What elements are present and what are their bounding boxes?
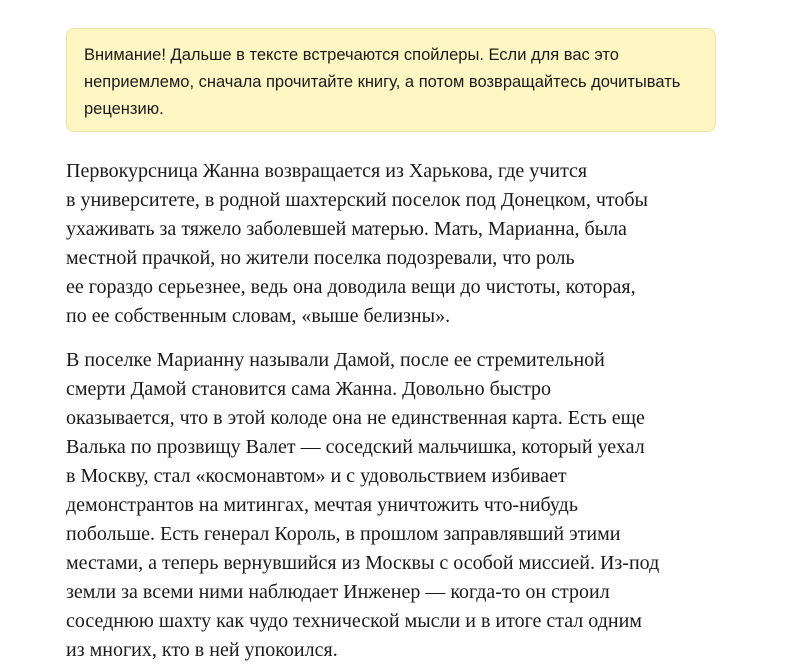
review-paragraph-2: В поселке Марианну называли Дамой, после ее стремительной смерти Дамой становится сама Жанна. Довольно быстро оказывается, что в этой колоде она не единственная карта. Есть еще Валька по прозвищу Валет — соседский мальчишка, который уехал в Москву, стал «космонавтом» и с удовольствием избивает демонстрантов на митингах, мечтая уничтожить что-нибудь побольше. Есть генерал Король, в прошлом заправлявший этими местами, а теперь вернувшийся из Москвы с особой миссией. Из-под земли за всеми ними наблюдает Инженер — когда-то он строил соседнюю шахту как чудо технической мысли и в итоге стал одним из многих, кто в ней упокоился. <box>66 349 660 661</box>
spoiler-warning-text: Внимание! Дальше в тексте встречаются спойлеры. Если для вас это неприемлемо, сначала прочитайте книгу, а потом возвращайтесь дочитывать рецензию. <box>84 46 681 118</box>
review-paragraph-1: Первокурсница Жанна возвращается из Харькова, где учится в университете, в родной шахтерский поселок под Донецком, чтобы ухаживать за тяжело заболевшей матерью. Мать, Марианна, была местной прачкой, но жители поселка подозревали, что роль ее гораздо серьезнее, ведь она доводила вещи до чистоты, которая, по ее собственным словам, «выше белизны». <box>66 160 648 327</box>
spoiler-warning-box <box>66 28 716 132</box>
review-body <box>66 157 756 667</box>
